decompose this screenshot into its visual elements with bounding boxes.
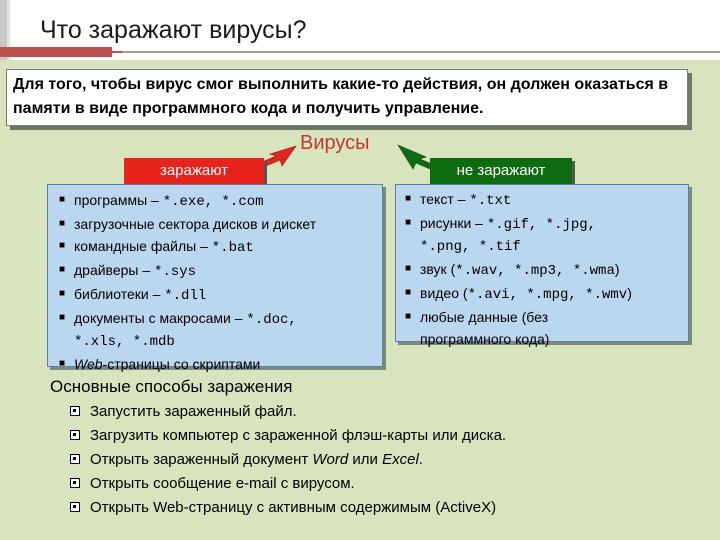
item-text: видео (	[420, 285, 468, 301]
item-ext: *.txt	[469, 193, 512, 209]
list-item	[70, 472, 506, 496]
checkbox-bullet-icon	[70, 478, 80, 488]
list-item	[54, 353, 380, 375]
item-text: командные файлы –	[74, 238, 212, 254]
method-text: Открыть зараженный документ	[90, 451, 313, 468]
square-bullet-icon: ■	[59, 218, 66, 229]
list-item	[54, 259, 380, 283]
square-bullet-icon: ■	[405, 263, 412, 274]
infects-box	[47, 184, 383, 372]
not-infects-list	[400, 188, 686, 350]
square-bullet-icon: ■	[59, 194, 66, 205]
item-ext: *.exe, *.com	[162, 194, 264, 210]
item-text-em: Web	[74, 356, 103, 372]
square-bullet-icon: ■	[59, 288, 66, 299]
method-text: Открыть Web-страницу с активным содержимым (ActiveX)	[90, 499, 497, 516]
checkbox-bullet-icon	[70, 406, 80, 416]
square-bullet-icon: ■	[59, 312, 66, 323]
list-item	[54, 307, 380, 353]
list-item	[70, 424, 506, 448]
item-text: драйверы –	[74, 262, 155, 278]
infects-list	[54, 189, 380, 375]
square-bullet-icon: ■	[405, 193, 412, 204]
methods-list	[70, 400, 506, 520]
item-text: )	[614, 261, 620, 277]
square-bullet-icon: ■	[405, 311, 412, 322]
method-text: или	[348, 451, 383, 468]
list-item	[400, 258, 686, 282]
square-bullet-icon: ■	[59, 240, 66, 251]
item-ext: *.gif, *.jpg,	[486, 217, 597, 233]
checkbox-bullet-icon	[70, 430, 80, 440]
list-item	[54, 213, 380, 235]
item-text: рисунки –	[420, 215, 487, 231]
item-ext-continued: *.png, *.tif	[420, 239, 521, 255]
list-item	[400, 306, 686, 350]
item-ext: *.wav, *.mp3, *.wma	[455, 263, 615, 279]
list-item	[54, 235, 380, 259]
list-item	[54, 189, 380, 213]
methods-title: Основные способы заражения	[50, 377, 293, 396]
item-text: -страницы со скриптами	[102, 356, 261, 372]
square-bullet-icon: ■	[59, 358, 66, 369]
checkbox-bullet-icon	[70, 502, 80, 512]
item-text: любые данные (без	[420, 309, 549, 325]
viruses-label: Вирусы	[300, 132, 370, 154]
intro-box: Для того, чтобы вирус смог выполнить какие-то действия, он должен оказаться в памяти в виде программного кода и получить управление.	[6, 69, 688, 126]
square-bullet-icon: ■	[405, 287, 412, 298]
list-item	[70, 400, 506, 424]
list-item	[400, 212, 686, 258]
item-ext: *.doc,	[246, 312, 297, 328]
list-item	[70, 448, 506, 472]
item-ext: *.sys	[154, 264, 197, 280]
item-text: документы с макросами –	[74, 310, 247, 326]
item-text: программы –	[74, 192, 163, 208]
method-text: Запустить зараженный файл.	[90, 403, 297, 420]
item-text: звук (	[420, 261, 456, 277]
method-text: Загрузить компьютер с зараженной флэш-карты или диска.	[90, 427, 507, 444]
method-text-em: Word	[312, 451, 349, 468]
title-accent-bar	[0, 47, 112, 57]
item-text: загрузочные сектора дисков и дискет	[74, 216, 317, 232]
list-item	[70, 496, 506, 520]
square-bullet-icon: ■	[59, 264, 66, 275]
checkbox-bullet-icon	[70, 454, 80, 464]
list-item	[400, 282, 686, 306]
list-item	[400, 188, 686, 212]
not-infects-box	[395, 184, 689, 347]
square-bullet-icon: ■	[405, 217, 412, 228]
item-text: )	[627, 285, 632, 301]
title-accent-tail	[112, 51, 122, 53]
item-ext: *.avi, *.mpg, *.wmv	[467, 287, 628, 303]
method-text: Открыть сообщение e-mail с вирусом.	[90, 475, 355, 492]
item-text: библиотеки –	[74, 286, 165, 302]
slide-title: Что заражают вирусы?	[40, 16, 307, 44]
item-text-continued: программного кода)	[420, 331, 550, 347]
item-ext: *.dll	[164, 288, 207, 304]
method-text: .	[418, 451, 423, 468]
list-item	[54, 283, 380, 307]
item-ext-continued: *.xls, *.mdb	[74, 334, 175, 350]
method-text-em: Excel	[382, 451, 419, 468]
infects-tag: заражают	[124, 158, 264, 184]
item-text: текст –	[420, 191, 470, 207]
not-infects-tag: не заражают	[430, 158, 572, 184]
item-ext: *.bat	[211, 240, 254, 256]
